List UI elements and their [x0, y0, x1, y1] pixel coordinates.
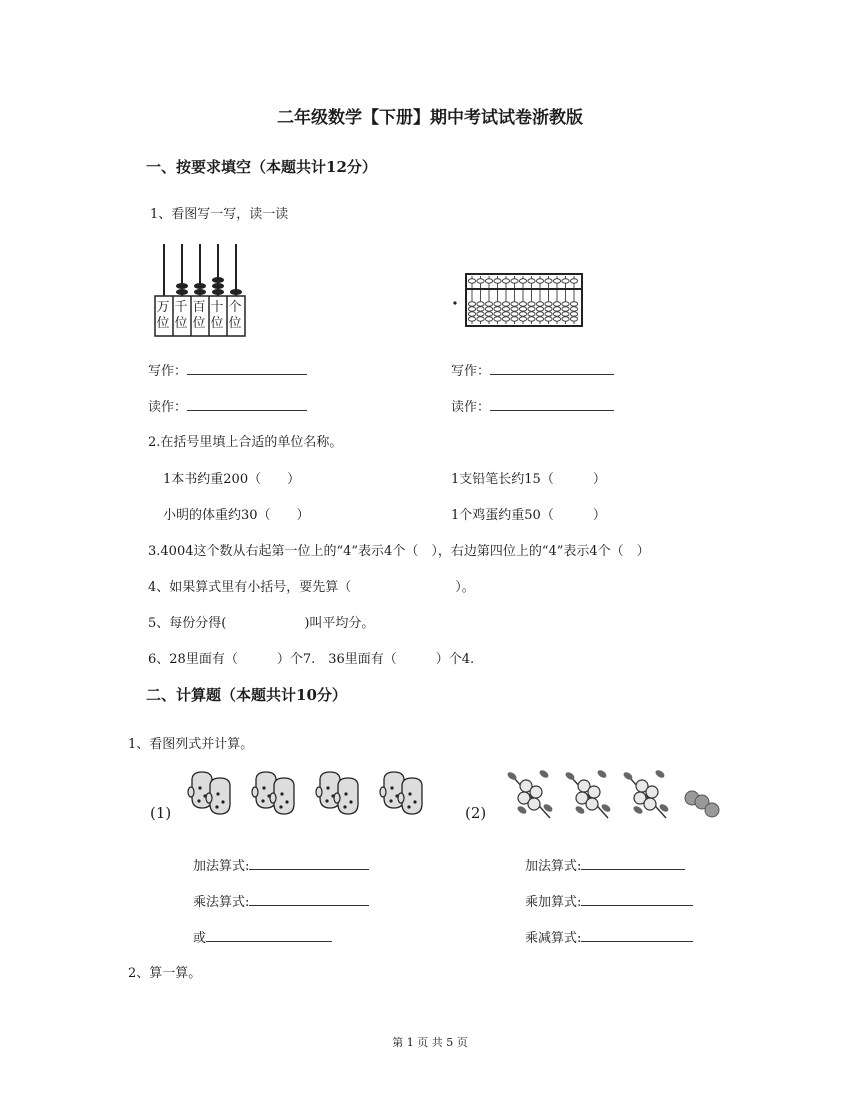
q1-prompt: 1、看图写一写，读一读 [150, 207, 289, 222]
addition-label-right: 加法算式: [525, 859, 582, 874]
addition-line-right[interactable] [581, 856, 685, 870]
abacus-label-shi: 十位 [210, 300, 224, 331]
read-answer-line-2[interactable] [490, 397, 614, 411]
s2-q2-text: 2、算一算。 [128, 966, 202, 981]
write-answer-line-1[interactable] [187, 361, 307, 375]
q2-prompt: 2.在括号里填上合适的单位名称。 [148, 435, 343, 450]
q2-item-weight: 小明的体重约30（ ） [163, 508, 310, 523]
multiplication-line-left[interactable] [249, 892, 369, 906]
q5-text: 5、每份分得( )叫平均分。 [148, 616, 375, 631]
write-label-2: 写作： [451, 364, 491, 379]
write-label-1: 写作： [148, 364, 188, 379]
addition-line-left[interactable] [249, 856, 369, 870]
mult-sub-line[interactable] [581, 928, 693, 942]
mittens-pairs-figure [188, 772, 438, 822]
mult-add-label: 乘加算式: [525, 895, 582, 910]
page-title: 二年级数学【下册】期中考试试卷浙教版 [277, 108, 583, 128]
suanpan-abacus-figure [452, 272, 584, 328]
multiplication-label-left: 乘法算式: [193, 895, 250, 910]
abacus-label-qian: 千位 [174, 300, 188, 331]
apple-branches-figure [508, 768, 728, 826]
read-answer-line-1[interactable] [187, 397, 307, 411]
q2-item-pencil: 1支铅笔长约15（ ） [451, 472, 606, 487]
page-footer: 第 1 页 共 5 页 [392, 1036, 468, 1049]
section2-heading: 二、计算题（本题共计10分） [146, 686, 347, 704]
q2-item-book: 1本书约重200（ ） [163, 472, 301, 487]
part2-label: (2) [465, 804, 487, 822]
section1-heading: 一、按要求填空（本题共计12分） [146, 158, 377, 176]
abacus-label-ge: 个位 [228, 300, 242, 331]
read-label-2: 读作： [451, 400, 491, 415]
or-line[interactable] [206, 928, 332, 942]
s2-q1-prompt: 1、看图列式并计算。 [128, 737, 254, 752]
q2-item-egg: 1个鸡蛋约重50（ ） [451, 508, 606, 523]
abacus-label-bai: 百位 [192, 300, 206, 331]
write-answer-line-2[interactable] [490, 361, 614, 375]
read-label-1: 读作： [148, 400, 188, 415]
q6-text: 6、28里面有（ ）个7. 36里面有（ ）个4. [148, 652, 475, 667]
q3-text: 3.4004这个数从右起第一位上的“4”表示4个（ ），右边第四位上的“4”表示4个（ ） [148, 544, 650, 559]
or-label: 或 [193, 931, 207, 946]
mult-sub-label: 乘减算式: [525, 931, 582, 946]
q4-text: 4、如果算式里有小括号，要先算（ ）。 [148, 580, 475, 595]
addition-label-left: 加法算式: [193, 859, 250, 874]
part1-label: (1) [150, 804, 172, 822]
abacus-label-wan: 万位 [156, 300, 170, 331]
mult-add-line[interactable] [581, 892, 693, 906]
